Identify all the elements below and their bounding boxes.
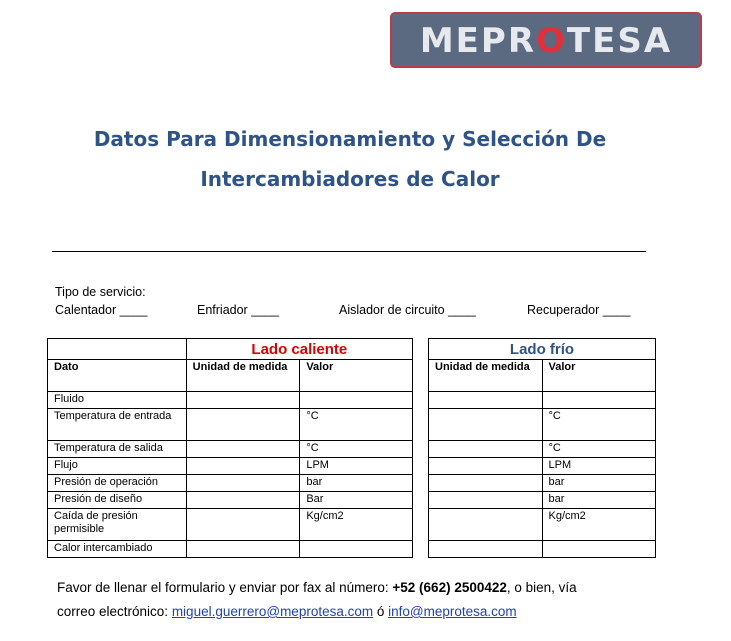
table-row <box>429 475 656 492</box>
value-cell[interactable] <box>300 392 413 409</box>
service-option-enfriador[interactable]: Enfriador ____ <box>197 303 280 317</box>
table-row <box>48 392 413 409</box>
value-cell[interactable] <box>542 541 656 558</box>
column-header-valor: Valor <box>300 360 413 392</box>
value-cell[interactable]: LPM <box>300 458 413 475</box>
footer-line-1 <box>57 580 577 595</box>
footer-text: , o bien, vía <box>506 580 577 595</box>
cold-side-heading: Lado frío <box>429 339 656 360</box>
service-option-recuperador[interactable]: Recuperador ____ <box>527 303 631 317</box>
service-type-label: Tipo de servicio: <box>55 285 146 299</box>
table-corner-cell <box>48 339 187 360</box>
value-cell[interactable]: °C <box>300 441 413 458</box>
footer-line-2 <box>57 604 517 619</box>
unit-cell[interactable] <box>186 492 300 509</box>
table-row <box>429 392 656 409</box>
table-row <box>48 409 413 441</box>
table-row <box>429 458 656 475</box>
service-option-calentador[interactable]: Calentador ____ <box>55 303 148 317</box>
unit-cell[interactable] <box>429 509 543 541</box>
unit-cell[interactable] <box>186 475 300 492</box>
email-link-info[interactable]: info@meprotesa.com <box>388 604 517 619</box>
unit-cell[interactable] <box>186 541 300 558</box>
unit-cell[interactable] <box>186 509 300 541</box>
value-cell[interactable]: °C <box>542 441 656 458</box>
unit-cell[interactable] <box>186 458 300 475</box>
service-option-aislador[interactable]: Aislador de circuito ____ <box>339 303 476 317</box>
value-cell[interactable]: bar <box>300 475 413 492</box>
column-header-unidad: Unidad de medida <box>429 360 543 392</box>
value-cell[interactable]: bar <box>542 475 656 492</box>
email-link-miguel[interactable]: miguel.guerrero@meprotesa.com <box>171 604 374 619</box>
unit-cell[interactable] <box>429 475 543 492</box>
table-row <box>48 509 413 541</box>
unit-cell[interactable] <box>429 409 543 441</box>
unit-cell[interactable] <box>429 541 543 558</box>
row-label: Caída de presión permisible <box>48 509 187 541</box>
table-row <box>429 409 656 441</box>
unit-cell[interactable] <box>186 409 300 441</box>
separator-line <box>52 251 646 252</box>
table-row <box>429 509 656 541</box>
value-cell[interactable]: Kg/cm2 <box>300 509 413 541</box>
document-title-line-1: Datos Para Dimensionamiento y Selección De <box>93 127 607 151</box>
unit-cell[interactable] <box>429 441 543 458</box>
table-row <box>48 441 413 458</box>
company-logo <box>390 12 702 68</box>
document-title-line-2: Intercambiadores de Calor <box>200 167 500 191</box>
column-header-unidad: Unidad de medida <box>186 360 300 392</box>
row-label: Presión de diseño <box>48 492 187 509</box>
table-row <box>429 541 656 558</box>
unit-cell[interactable] <box>429 492 543 509</box>
table-row <box>48 475 413 492</box>
fax-number: +52 (662) 2500422 <box>392 580 507 595</box>
hot-side-table <box>47 338 413 558</box>
table-row <box>48 492 413 509</box>
value-cell[interactable] <box>300 541 413 558</box>
row-label: Presión de operación <box>48 475 187 492</box>
column-header-valor: Valor <box>542 360 656 392</box>
logo-text: MEPROTESA <box>419 21 673 61</box>
value-cell[interactable]: Kg/cm2 <box>542 509 656 541</box>
unit-cell[interactable] <box>429 392 543 409</box>
unit-cell[interactable] <box>429 458 543 475</box>
row-label: Temperatura de entrada <box>48 409 187 441</box>
row-label: Calor intercambiado <box>48 541 187 558</box>
column-header-dato: Dato <box>48 360 187 392</box>
table-row <box>429 492 656 509</box>
row-label: Flujo <box>48 458 187 475</box>
unit-cell[interactable] <box>186 441 300 458</box>
value-cell[interactable]: bar <box>542 492 656 509</box>
unit-cell[interactable] <box>186 392 300 409</box>
value-cell[interactable]: LPM <box>542 458 656 475</box>
footer-text: correo electrónico: <box>57 604 172 619</box>
value-cell[interactable] <box>542 392 656 409</box>
value-cell[interactable]: °C <box>300 409 413 441</box>
table-row <box>48 541 413 558</box>
footer-text: ó <box>373 604 389 619</box>
cold-side-table <box>428 338 656 558</box>
row-label: Fluido <box>48 392 187 409</box>
hot-side-heading: Lado caliente <box>186 339 412 360</box>
table-row <box>48 458 413 475</box>
row-label: Temperatura de salida <box>48 441 187 458</box>
value-cell[interactable]: °C <box>542 409 656 441</box>
footer-text: Favor de llenar el formulario y enviar por fax al número: <box>57 580 393 595</box>
value-cell[interactable]: Bar <box>300 492 413 509</box>
table-row <box>429 441 656 458</box>
